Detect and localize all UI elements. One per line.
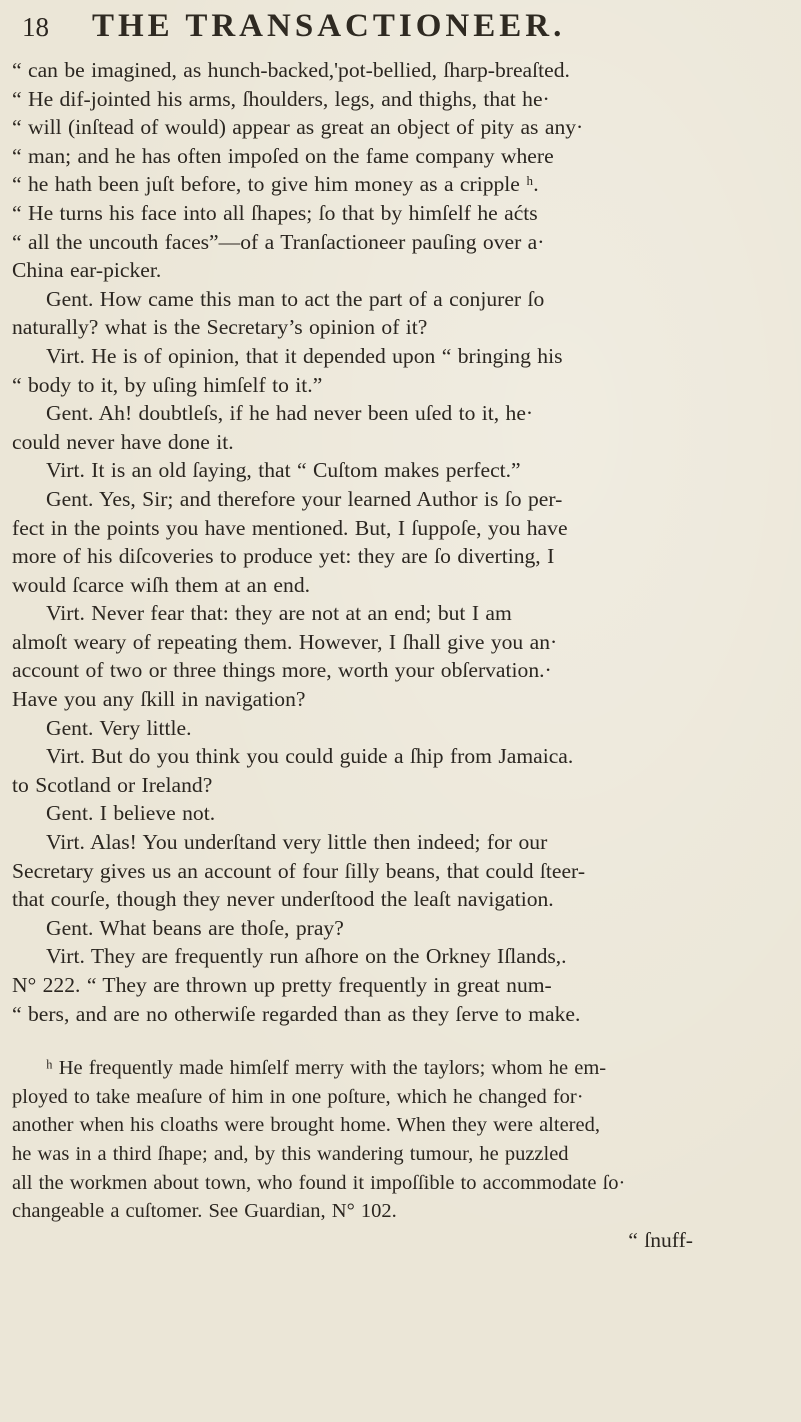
- text-line: Have you any ſkill in navigation?: [12, 687, 306, 712]
- text-line: “ He dif-jointed his arms, ſhoulders, legs, and thighs, that he·: [12, 86, 550, 111]
- text-line: Gent. I believe not.: [46, 801, 216, 826]
- text-line: N° 222. “ They are thrown up pretty frequently in great num-: [12, 973, 552, 997]
- text-line: Virt. Alas! You underſtand very little then indeed; for our: [46, 830, 548, 855]
- footnote-line: he was in a third ſhape; and, by this wandering tumour, he puzzled: [12, 1142, 569, 1165]
- text-line: that courſe, though they never underſtood the leaſt navigation.: [12, 887, 554, 912]
- text-line: “ all the uncouth faces”—of a Tranſactioneer pauſing over a·: [12, 229, 545, 254]
- footnote-line: ployed to take meaſure of him in one poſture, which he changed for·: [12, 1085, 584, 1108]
- text-line: account of two or three things more, worth your obſervation.·: [12, 658, 552, 683]
- text-line: Gent. Very little.: [46, 715, 192, 740]
- text-line: “ can be imagined, as hunch-backed,'pot-bellied, ſharp-breaſted.: [12, 58, 570, 82]
- main-text: [12, 56, 783, 1028]
- catchword: “ ſnuff-: [628, 1227, 693, 1252]
- text-line: Virt. Never fear that: they are not at an end; but I am: [46, 601, 512, 626]
- text-line: to Scotland or Ireland?: [12, 772, 213, 797]
- text-line: “ He turns his face into all ſhapes; ſo that by himſelf he aćts: [12, 200, 538, 225]
- text-line: almoſt weary of repeating them. However, I ſhall give you an·: [12, 629, 558, 654]
- text-line: “ man; and he has often impoſed on the fame company where: [12, 143, 554, 168]
- footnote-line: ʰ He frequently made himſelf merry with the taylors; whom he em-: [46, 1057, 607, 1080]
- text-line: Virt. They are frequently run aſhore on the Orkney Iſlands,.: [46, 944, 567, 969]
- text-line: Virt. It is an old ſaying, that “ Cuſtom makes perfect.”: [46, 458, 521, 483]
- text-line: could never have done it.: [12, 429, 234, 454]
- page-header: [12, 8, 783, 52]
- text-line: Virt. He is of opinion, that it depended upon “ bringing his: [46, 343, 563, 368]
- text-line: Gent. Ah! doubtleſs, if he had never been uſed to it, he·: [46, 401, 534, 426]
- text-line: Gent. What beans are thoſe, pray?: [46, 915, 344, 940]
- footnote-line: another when his cloaths were brought home. When they were altered,: [12, 1114, 600, 1137]
- footnote: [12, 1054, 783, 1226]
- text-line: “ body to it, by uſing himſelf to it.”: [12, 372, 323, 397]
- footnote-line: all the workmen about town, who found it impoſſible to accommodate ſo·: [12, 1171, 626, 1194]
- running-head: THE TRANSACTIONEER.: [92, 8, 566, 44]
- text-line: Gent. Yes, Sir; and therefore your learned Author is ſo per-: [46, 486, 563, 511]
- text-line: Gent. How came this man to act the part of a conjurer ſo: [46, 286, 545, 311]
- text-line: more of his diſcoveries to produce yet: they are ſo diverting, I: [12, 544, 555, 569]
- text-line: Secretary gives us an account of four ſilly beans, that could ſteer-: [12, 858, 586, 883]
- text-line: “ he hath been juſt before, to give him money as a cripple ʰ.: [12, 172, 539, 197]
- text-line: naturally? what is the Secretary’s opinion of it?: [12, 315, 428, 340]
- text-line: “ bers, and are no otherwiſe regarded than as they ſerve to make.: [12, 1001, 581, 1026]
- text-line: “ will (inſtead of would) appear as great an object of pity as any·: [12, 115, 584, 140]
- text-line: China ear-picker.: [12, 258, 162, 283]
- text-line: fect in the points you have mentioned. But, I ſuppoſe, you have: [12, 515, 568, 540]
- text-line: would ſcarce wiſh them at an end.: [12, 572, 311, 597]
- text-line: Virt. But do you think you could guide a ſhip from Jamaica.: [46, 744, 574, 769]
- footnote-line: changeable a cuſtomer. See Guardian, N° 102.: [12, 1200, 397, 1223]
- page-number: 18: [22, 12, 49, 42]
